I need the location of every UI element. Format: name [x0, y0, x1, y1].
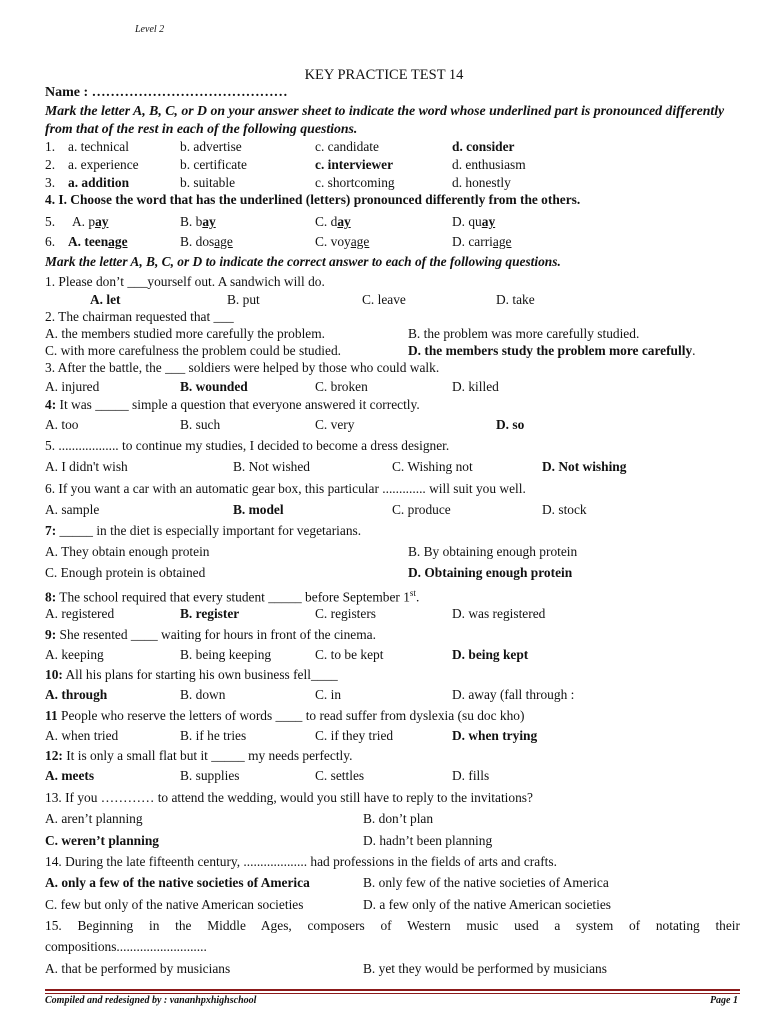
s3-q7-stem [45, 522, 740, 540]
option-a: A. registered [45, 606, 115, 621]
question-number: 2. [45, 157, 56, 172]
option-c: c. candidate [315, 139, 379, 154]
name-line: Name : …………………………………… [45, 85, 288, 100]
option-d-answer: D. being kept [452, 647, 529, 662]
section3-instruction: Mark the letter A, B, C, or D to indicate the correct answer to each of the following questions. [45, 254, 561, 269]
option-d: D. a few only of the native American societies [363, 897, 612, 912]
option-a-answer: A. let [90, 292, 121, 307]
underlined-part: ay [337, 214, 351, 229]
footer-divider-thin [45, 993, 740, 994]
option-d-answer: D. so [496, 417, 525, 432]
option-d: D. stock [542, 502, 587, 517]
s3-q4-stem [45, 396, 740, 414]
option-b: B. By obtaining enough protein [408, 544, 578, 559]
underlined-part: age [108, 234, 128, 249]
option-b: b. suitable [180, 175, 236, 190]
s3-q10-options [45, 686, 740, 704]
option-d-answer: D. when trying [452, 728, 538, 743]
option-d: D. killed [452, 379, 499, 394]
option-d: D. fills [452, 768, 490, 783]
option-c: C. registers [315, 606, 376, 621]
s3-q14-options-cd [45, 896, 740, 914]
question-text: She resented ____ waiting for hours in front of the cinema. [56, 627, 376, 642]
s3-q12-options [45, 767, 740, 785]
s3-q13-options-ab [45, 810, 740, 828]
option-b [180, 213, 216, 231]
question-number: 6. [45, 234, 56, 249]
page-number: Page 1 [709, 995, 738, 1006]
underlined-part: age [492, 234, 512, 249]
option-b [180, 233, 233, 251]
option-c: c. shortcoming [315, 175, 395, 190]
s1-question-3 [45, 174, 740, 192]
s3-q7-options-cd [45, 564, 740, 582]
option-b: B. put [227, 292, 260, 307]
question-text: People who reserve the letters of words ____ to read suffer from dyslexia (su doc kho) [57, 708, 525, 723]
option-b: B. such [180, 417, 221, 432]
option-text: B. b [180, 214, 203, 229]
option-text: A. teen [68, 234, 109, 249]
option-c: C. produce [392, 502, 451, 517]
option-a: A. They obtain enough protein [45, 544, 210, 559]
option-c-answer: c. interviewer [315, 157, 394, 172]
option-c: C. in [315, 687, 342, 702]
option-d-answer: D. Obtaining enough protein [408, 565, 573, 580]
option-b: B. don’t plan [363, 811, 434, 826]
s3-q1-options [45, 291, 740, 309]
question-number: 11 [45, 708, 58, 723]
option-c: C. Enough protein is obtained [45, 565, 206, 580]
period: . [692, 343, 696, 358]
s3-q8-stem [45, 584, 740, 605]
option-c: C. with more carefulness the problem could be studied. [45, 343, 342, 358]
option-c: C. if they tried [315, 728, 394, 743]
option-d: D. away (fall through : [452, 687, 575, 702]
option-a: A. too [45, 417, 79, 432]
s3-q15-stem-line2: compositions........................... [45, 939, 207, 954]
option-c [315, 213, 351, 231]
question-text: It was _____ simple a question that everyone answered it correctly. [56, 397, 420, 412]
underlined-part: ay [202, 214, 216, 229]
option-c: C. very [315, 417, 355, 432]
option-text: C. voy [315, 234, 351, 249]
option-a-answer: A. meets [45, 768, 95, 783]
option-d [452, 213, 495, 231]
s1-question-1 [45, 138, 740, 156]
option-a-answer: A. only a few of the native societies of America [45, 875, 310, 890]
option-d: d. enthusiasm [452, 157, 526, 172]
option-b-answer: B. model [233, 502, 284, 517]
s3-q9-stem [45, 626, 740, 644]
option-b: B. only few of the native societies of America [363, 875, 609, 890]
option-a: A. keeping [45, 647, 104, 662]
section1-instruction: Mark the letter A, B, C, or D on your answer sheet to indicate the word whose underlined part is pronounced differently from that of the rest in each of the following questions. [45, 103, 725, 136]
level-label: Level 2 [135, 24, 165, 35]
s3-q11-stem [45, 707, 740, 725]
s3-q10-stem [45, 666, 740, 684]
option-text: A. p [72, 214, 96, 229]
s3-q13-options-cd [45, 832, 740, 850]
option-c: C. broken [315, 379, 368, 394]
question-text: It is only a small flat but it _____ my needs perfectly. [62, 748, 353, 763]
option-a: A. sample [45, 502, 100, 517]
question-number: 5. [45, 214, 56, 229]
question-number: 1. [45, 139, 56, 154]
option-a: A. the members studied more carefully the problem. [45, 326, 326, 341]
option-a: a. experience [68, 157, 139, 172]
s3-q2-stem: 2. The chairman requested that ___ [45, 309, 234, 324]
s3-q3-stem: 3. After the battle, the ___ soldiers were helped by those who could walk. [45, 360, 440, 375]
page-title: KEY PRACTICE TEST 14 [304, 67, 464, 83]
s3-q6-options [45, 501, 740, 519]
question-text: All his plans for starting his own business fell____ [62, 667, 338, 682]
s3-q15-stem-line1: 15. Beginning in the Middle Ages, composers of Western music used a system of notating their [45, 918, 740, 933]
underlined-part: age [350, 234, 370, 249]
s3-q6-stem: 6. If you want a car with an automatic gear box, this particular ............. will suit you well. [45, 481, 526, 496]
option-b-answer: B. wounded [180, 379, 248, 394]
option-a-answer: A. through [45, 687, 108, 702]
option-text: D. carri [452, 234, 493, 249]
option-c [315, 233, 369, 251]
superscript: st [409, 588, 416, 598]
option-b: B. yet they would be performed by musicians [363, 961, 607, 976]
s3-q9-options [45, 646, 740, 664]
underlined-part: ay [481, 214, 496, 229]
question-number: 7: [45, 523, 57, 538]
option-text: D. qu [452, 214, 482, 229]
s3-q2-options-ab [45, 325, 740, 343]
s3-q15-options [45, 960, 740, 978]
option-b: B. being keeping [180, 647, 272, 662]
option-b: b. advertise [180, 139, 242, 154]
option-b: B. Not wished [233, 459, 310, 474]
s3-q14-options-ab [45, 874, 740, 892]
option-a [72, 213, 108, 231]
option-d-answer: d. consider [452, 139, 515, 154]
option-c: C. few but only of the native American societies [45, 897, 304, 912]
underlined-part: ay [95, 214, 109, 229]
s3-q13-stem: 13. If you ………… to attend the wedding, would you still have to reply to the invitations? [45, 790, 533, 805]
option-b: B. the problem was more carefully studied. [408, 326, 640, 341]
s3-q7-options-ab [45, 543, 740, 561]
s3-q1-stem: 1. Please don’t ___yourself out. A sandwich will do. [45, 274, 325, 289]
s3-q5-options [45, 458, 740, 476]
option-c: C. to be kept [315, 647, 384, 662]
s2-question-5 [45, 213, 740, 231]
footer-credit: Compiled and redesigned by : vananhpxhighschool [45, 995, 257, 1006]
option-a: A. aren’t planning [45, 811, 143, 826]
option-d: D. was registered [452, 606, 546, 621]
option-c: C. settles [315, 768, 365, 783]
s2-question-6 [45, 233, 740, 251]
option-a: A. I didn't wish [45, 459, 128, 474]
section2-heading: 4. I. Choose the word that has the underlined (letters) pronounced differently from the others. [45, 192, 581, 207]
option-text: B. dos [180, 234, 215, 249]
s1-question-2 [45, 156, 740, 174]
question-number: 8: [45, 589, 57, 605]
option-b: B. supplies [180, 768, 240, 783]
s3-q2-options-cd [45, 342, 740, 360]
option-a: A. that be performed by musicians [45, 961, 231, 976]
s3-q12-stem [45, 747, 740, 765]
option-text: D. the members study the problem more carefully [408, 343, 693, 358]
s3-q14-stem: 14. During the late fifteenth century, ................... had professions in the fields of arts and crafts. [45, 854, 557, 869]
option-d: D. hadn’t been planning [363, 833, 493, 848]
footer-divider [45, 989, 740, 991]
question-text: _____ in the diet is especially important for vegetarians. [56, 523, 362, 538]
option-d-answer: D. Not wishing [542, 459, 627, 474]
s3-q5-stem: 5. .................. to continue my studies, I decided to become a dress designer. [45, 438, 450, 453]
option-a: A. injured [45, 379, 100, 394]
option-b: B. down [180, 687, 226, 702]
option-c: C. Wishing not [392, 459, 473, 474]
option-a: A. when tried [45, 728, 119, 743]
question-number: 12: [45, 748, 63, 763]
s3-q11-options [45, 727, 740, 745]
option-text: C. d [315, 214, 338, 229]
option-a: a. technical [68, 139, 129, 154]
option-a-answer: a. addition [68, 175, 130, 190]
option-b: B. if he tries [180, 728, 247, 743]
option-b-answer: B. register [180, 606, 240, 621]
option-c-answer: C. weren’t planning [45, 833, 159, 848]
option-d-answer [408, 342, 696, 360]
option-d: D. take [496, 292, 535, 307]
underlined-part: age [214, 234, 233, 249]
option-a-answer [68, 233, 128, 251]
option-d [452, 233, 512, 251]
option-b: b. certificate [180, 157, 247, 172]
question-number: 9: [45, 627, 57, 642]
question-number: 10: [45, 667, 63, 682]
option-d: d. honestly [452, 175, 511, 190]
s3-q8-options [45, 605, 740, 623]
question-number: 4: [45, 397, 57, 412]
s3-q3-options [45, 378, 740, 396]
question-text: The school required that every student _____ before September 1 [56, 589, 410, 605]
s3-q4-options [45, 416, 740, 434]
period: . [415, 589, 420, 605]
question-number: 3. [45, 175, 56, 190]
option-c: C. leave [362, 292, 406, 307]
